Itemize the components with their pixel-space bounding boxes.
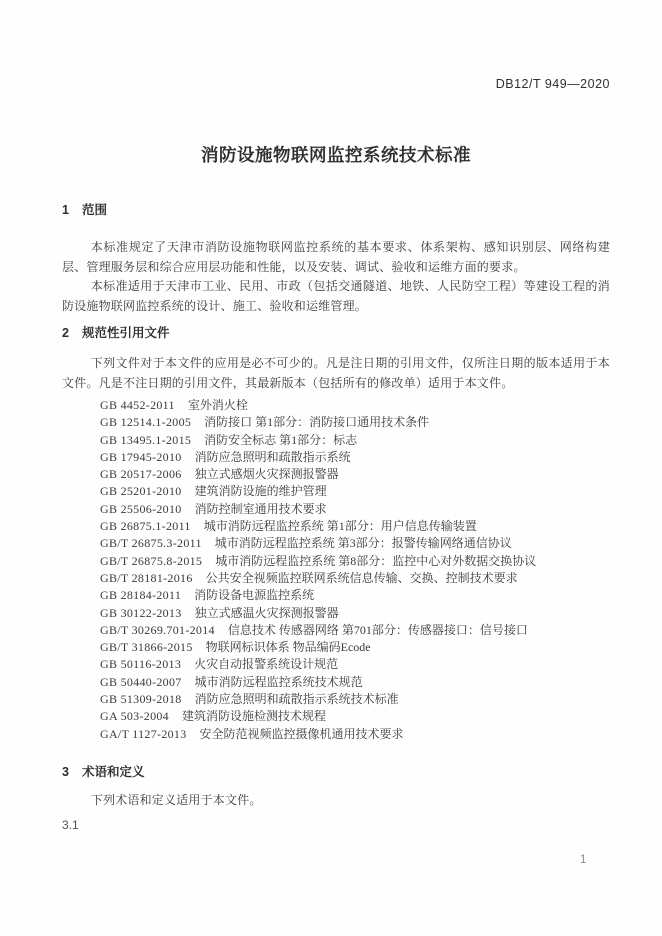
paragraph: 下列术语和定义适用于本文件。 — [90, 792, 262, 807]
reference-item — [100, 656, 610, 673]
reference-code: GB 4452-2011 — [100, 398, 175, 412]
clause-number-3-1: 3.1 — [62, 818, 79, 833]
reference-item — [100, 414, 610, 431]
reference-list — [62, 397, 610, 743]
reference-code: GB 50116-2013 — [100, 657, 182, 672]
reference-item — [100, 726, 610, 743]
reference-title: 独立式感温火灾探测报警器 — [194, 605, 339, 620]
reference-item — [100, 570, 610, 587]
reference-item — [100, 622, 610, 639]
reference-title: 城市消防远程监控系统 第3部分：报警传输网络通信协议 — [214, 536, 512, 551]
reference-code: GB 25506-2010 — [100, 501, 182, 516]
doc-number: DB12/T 949—2020 — [495, 77, 610, 91]
reference-title: 信息技术 传感器网络 第701部分：传感器接口：信号接口 — [227, 622, 528, 637]
doc-title: 消防设施物联网监控系统技术标准 — [201, 145, 471, 165]
reference-code: GB 50440-2007 — [100, 674, 182, 689]
section-number: 1 — [62, 203, 69, 217]
reference-title: 火灾自动报警系统设计规范 — [194, 657, 339, 672]
section-terms — [62, 765, 610, 833]
section-references-heading — [62, 326, 610, 340]
reference-code: GB 20517-2006 — [100, 467, 182, 482]
reference-item — [100, 449, 610, 466]
reference-code: GB 51309-2018 — [100, 692, 182, 707]
reference-code: GB 12514.1-2005 — [100, 415, 192, 430]
reference-item — [100, 432, 610, 449]
reference-item — [100, 518, 610, 535]
reference-item — [100, 639, 610, 656]
reference-code: GB 30122-2013 — [100, 605, 182, 620]
reference-code: GB 13495.1-2015 — [100, 432, 192, 447]
reference-title: 室外消火栓 — [187, 398, 248, 412]
reference-title: 城市消防远程监控系统 第8部分：监控中心对外数据交换协议 — [215, 553, 537, 568]
reference-title: 城市消防远程监控系统 第1部分：用户信息传输装置 — [203, 519, 477, 534]
reference-title: 物联网标识体系 物品编码Ecode — [205, 640, 371, 655]
reference-item — [100, 587, 610, 604]
reference-title: 公共安全视频监控联网系统信息传输、交换、控制技术要求 — [205, 570, 518, 585]
reference-title: 独立式感烟火灾探测报警器 — [194, 467, 339, 482]
section-title: 规范性引用文件 — [81, 326, 170, 340]
reference-title: 建筑消防设施的维护管理 — [194, 484, 327, 499]
section-terms-heading — [62, 765, 610, 779]
section-number: 2 — [62, 326, 69, 340]
page-number: 1 — [580, 854, 587, 866]
section-number: 3 — [62, 764, 69, 779]
reference-code: GB/T 28181-2016 — [100, 570, 193, 585]
reference-item — [100, 674, 610, 691]
paragraph: 本标准规定了天津市消防设施物联网监控系统的基本要求、体系架构、感知识别层、网络构建层、管理服务层和综合应用层功能和性能，以及安装、调试、验收和运维方面的要求。 — [62, 240, 610, 274]
reference-code: GB 17945-2010 — [100, 449, 182, 464]
section-scope — [62, 203, 610, 316]
reference-code: GB/T 30269.701-2014 — [100, 622, 215, 637]
section-title: 术语和定义 — [81, 764, 145, 779]
reference-code: GA 503-2004 — [100, 709, 169, 724]
reference-title: 消防安全标志 第1部分：标志 — [204, 432, 358, 447]
reference-code: GB 26875.1-2011 — [100, 519, 191, 534]
reference-title: 消防接口 第1部分：消防接口通用技术条件 — [204, 415, 430, 430]
reference-item — [100, 605, 610, 622]
section-normative-references — [62, 326, 610, 743]
reference-title: 安全防范视频监控摄像机通用技术要求 — [199, 726, 404, 741]
reference-title: 消防设备电源监控系统 — [194, 588, 315, 603]
paragraph: 本标准适用于天津市工业、民用、市政（包括交通隧道、地铁、人民防空工程）等建设工程的消防设施物联网监控系统的设计、施工、验收和运维管理。 — [62, 279, 610, 313]
reference-title: 消防应急照明和疏散指示系统 — [194, 449, 351, 464]
reference-item — [100, 397, 610, 414]
reference-title: 建筑消防设施检测技术规程 — [181, 709, 326, 724]
reference-title: 消防控制室通用技术要求 — [194, 501, 327, 516]
reference-item — [100, 553, 610, 570]
reference-code: GB 25201-2010 — [100, 484, 182, 499]
reference-item — [100, 501, 610, 518]
reference-item — [100, 535, 610, 552]
section-scope-heading — [62, 203, 610, 217]
reference-item — [100, 483, 610, 500]
reference-code: GB 28184-2011 — [100, 588, 182, 603]
reference-code: GA/T 1127-2013 — [100, 726, 187, 741]
reference-title: 城市消防远程监控系统技术规范 — [194, 674, 363, 689]
paragraph: 下列文件对于本文件的应用是必不可少的。凡是注日期的引用文件，仅所注日期的版本适用于本文件。凡是不注日期的引用文件，其最新版本（包括所有的修改单）适用于本文件。 — [62, 356, 610, 390]
reference-item — [100, 708, 610, 725]
reference-item — [100, 466, 610, 483]
section-title: 范围 — [81, 203, 107, 217]
reference-code: GB/T 26875.3-2011 — [100, 536, 202, 551]
reference-title: 消防应急照明和疏散指示系统技术标准 — [194, 692, 399, 707]
reference-item — [100, 691, 610, 708]
reference-code: GB/T 26875.8-2015 — [100, 553, 203, 568]
reference-code: GB/T 31866-2015 — [100, 640, 193, 655]
